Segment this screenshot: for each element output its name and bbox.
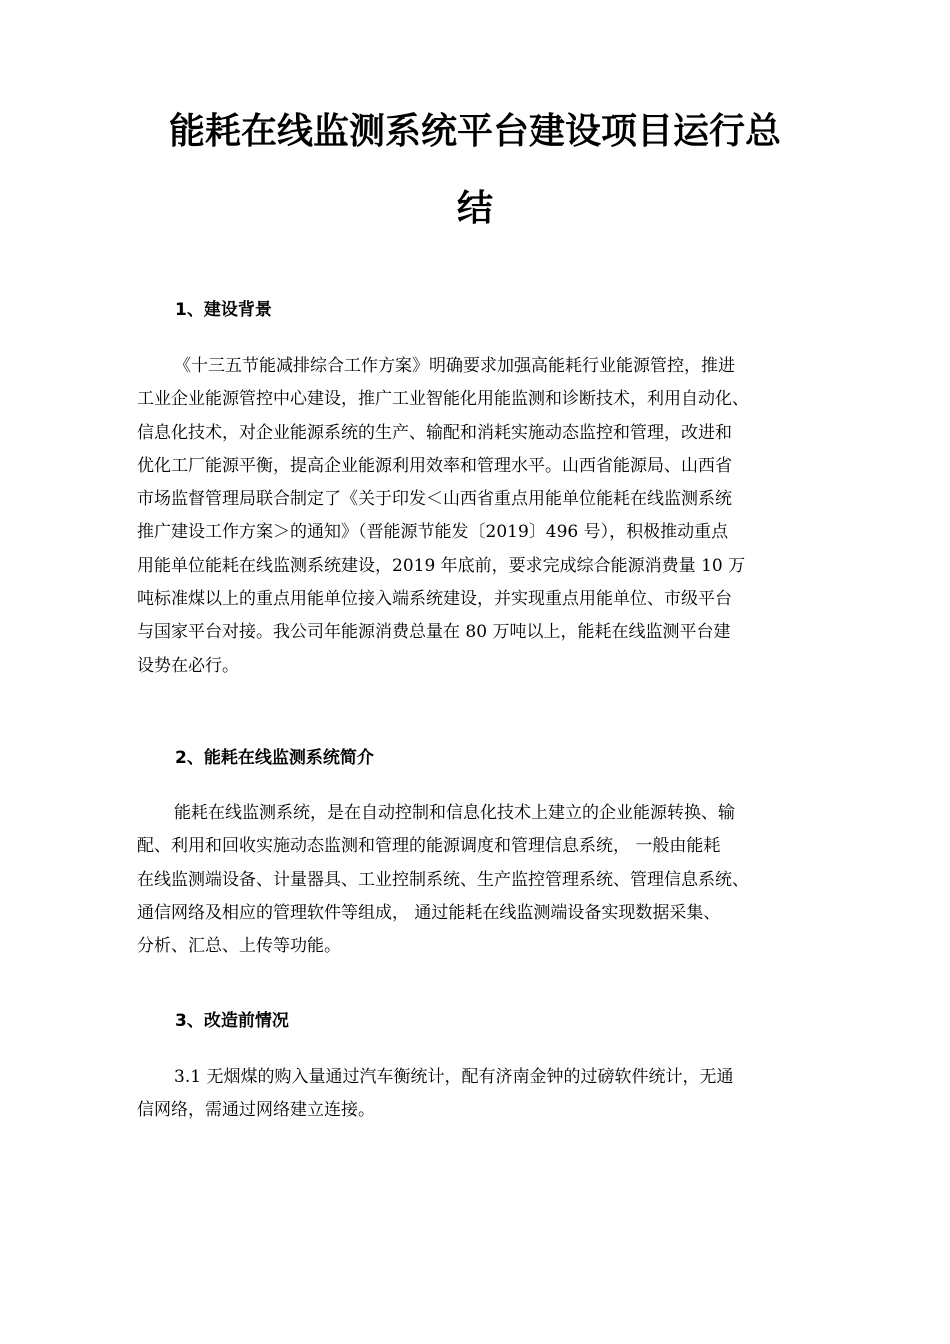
paragraph-line: 与国家平台对接。我公司年能源消费总量在 80 万吨以上，能耗在线监测平台建 (137, 622, 731, 643)
paragraph-line: 工业企业能源管控中心建设，推广工业智能化用能监测和诊断技术，利用自动化、 (137, 389, 749, 410)
paragraph-line: 信息化技术，对企业能源系统的生产、输配和消耗实施动态监控和管理，改进和 (137, 422, 732, 443)
paragraph-line: 吨标准煤以上的重点用能单位接入端系统建设，并实现重点用能单位、市级平台 (137, 589, 732, 610)
paragraph-line: 设势在必行。 (137, 655, 239, 676)
paragraph-line: 在线监测端设备、计量器具、工业控制系统、生产监控管理系统、管理信息系统、 (137, 869, 749, 890)
paragraph-line: 分析、汇总、上传等功能。 (137, 936, 341, 957)
paragraph-line: 通信网络及相应的管理软件等组成， 通过能耗在线监测端设备实现数据采集、 (137, 902, 721, 923)
paragraph-line: 用能单位能耗在线监测系统建设，2019 年底前，要求完成综合能源消费量 10 万 (137, 555, 746, 576)
document-title-line-1: 能耗在线监测系统平台建设项目运行总 (168, 111, 781, 152)
paragraph-line: 优化工厂能源平衡，提高企业能源利用效率和管理水平。山西省能源局、山西省 (137, 455, 732, 476)
paragraph-line: 《十三五节能减排综合工作方案》明确要求加强高能耗行业能源管控，推进 (174, 356, 735, 376)
section-2-paragraph (137, 797, 827, 963)
section-3-heading: 3、改造前情况 (175, 1011, 289, 1031)
paragraph-line: 信网络，需通过网络建立连接。 (137, 1100, 375, 1121)
paragraph-line: 能耗在线监测系统，是在自动控制和信息化技术上建立的企业能源转换、输 (174, 803, 735, 823)
document-title-line-2: 结 (456, 188, 493, 229)
section-2-heading: 2、能耗在线监测系统简介 (175, 748, 374, 768)
paragraph-line: 3.1 无烟煤的购入量通过汽车衡统计，配有济南金钟的过磅软件统计，无通 (174, 1067, 734, 1087)
paragraph-line: 推广建设工作方案＞的通知》（晋能源节能发〔2019〕496 号），积极推动重点 (137, 522, 729, 543)
section-1-paragraph (137, 350, 827, 683)
paragraph-line: 配、利用和回收实施动态监测和管理的能源调度和管理信息系统， 一般由能耗 (137, 836, 721, 857)
section-1-heading: 1、建设背景 (175, 300, 272, 320)
section-3-paragraph (137, 1061, 827, 1128)
paragraph-line: 市场监督管理局联合制定了《关于印发＜山西省重点用能单位能耗在线监测系统 (137, 489, 732, 510)
